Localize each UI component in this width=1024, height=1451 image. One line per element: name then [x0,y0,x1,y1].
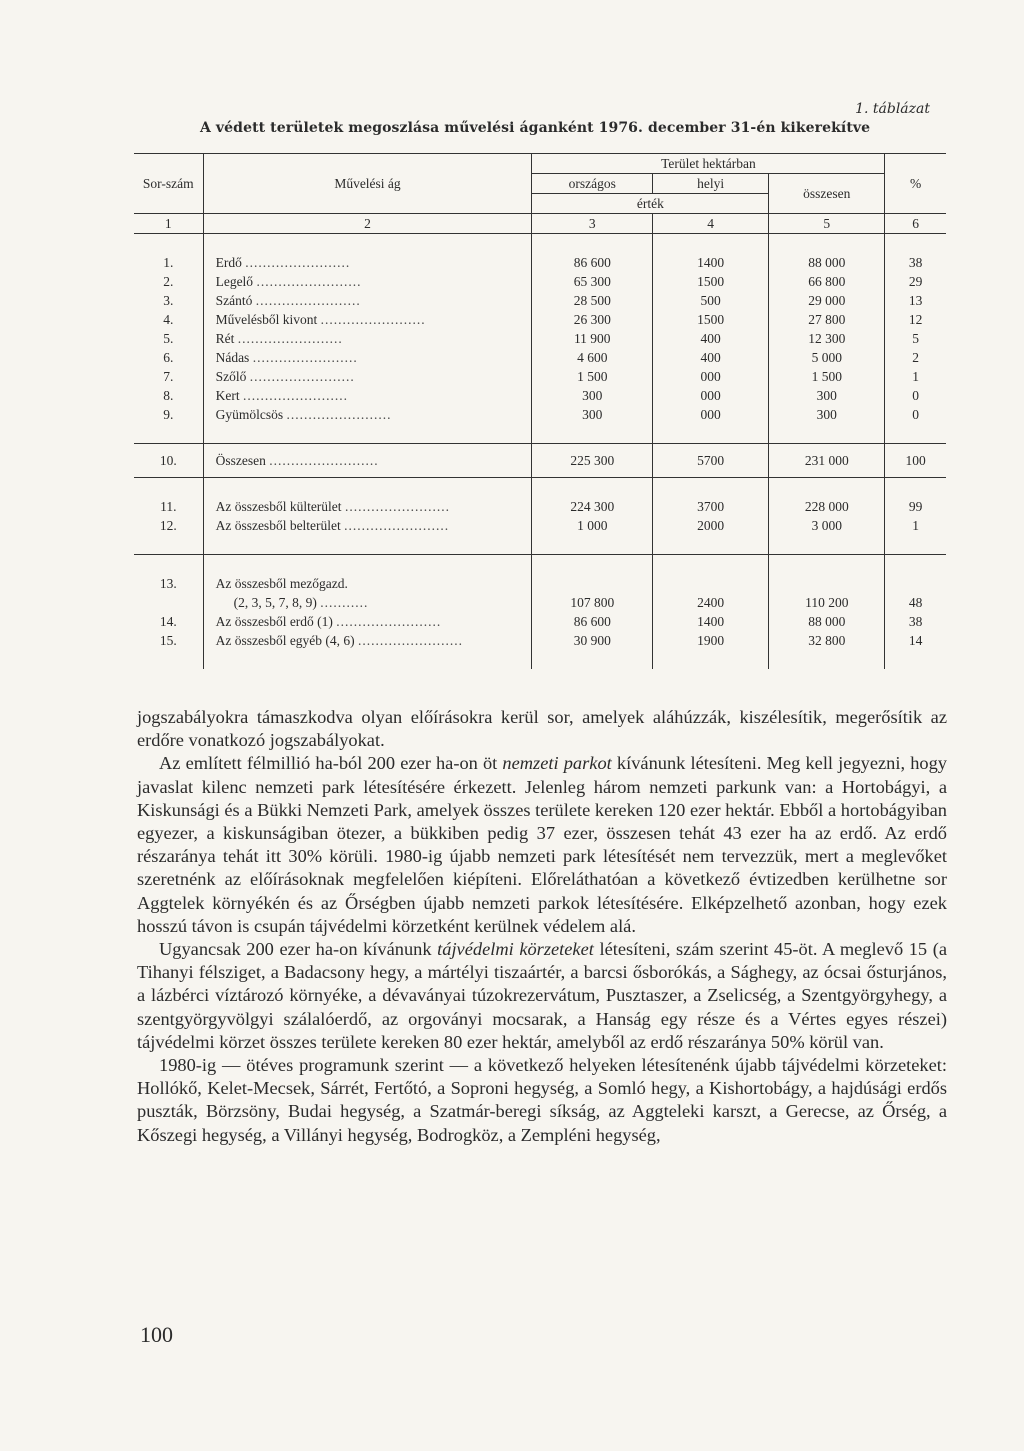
paragraph: 1980-ig — ötéves programunk szerint — a következő helyeken létesítenénk újabb tájvédelmi körzeteket: Hollókő, Kelet-Mecsek, Sárrét, Fertőtó, a Soproni hegység, a Somló hegy, a Kishortobágy, a hajdúsági erdős puszták, Börzsöny, Budai hegység, a Szatmár-beregi síkság, az Aggteleki karszt, a Gerecse, az Őrség, a Kőszegi hegység, a Villányi hegység, Bodrogköz, a Zempléni hegység, [137,1055,947,1145]
cell-osszesen: 110 200 [769,593,885,612]
cell-osszesen: 27 800 [769,310,885,329]
cell-orszagos: 300 [532,386,653,405]
cell-percent: 2 [885,348,946,367]
cell-orszagos: 65 300 [532,272,653,291]
table-row [134,272,946,291]
col-number: 5 [769,214,885,234]
table-row [134,253,946,272]
header-terulet: Terület hektárban [532,154,885,174]
paragraph: Az említett félmillió ha-ból 200 ezer ha-on öt nemzeti parkot kívánunk létesíteni. Meg kell jegyezni, hogy javaslat kilenc nemzeti park létesítésére érkezett. Jelenleg három nemzeti parkunk van: a Hortobágyi, a Kiskunsági és a Bükki Nemzeti Park, amelyek összes területe kereken 120 ezer hektár. Ebből a hortobágyiban egyezer, a kiskunságiban ötezer, a bükkiben pedig 37 ezer, összesen tehát 43 ezer ha az erdő. Az erdő részaránya tehát itt 30% körüli. 1980-ig újabb nemzeti park létesítését nem tervezzük, mert a meglevőket szeretnénk az előírásoknak megfelelően kiépíteni. Előreláthatóan a következő évtizedben kerülhetne sor Aggtelek környékén és az Őrségben újabb nemzeti parkok létesítésére. Elképzelhető azonban, hogy ezek hosszú távon is csupán tájvédelmi körzetként kerülnek védelem alá. [137,753,947,936]
cell-percent: 13 [885,291,946,310]
col-number: 2 [203,214,532,234]
total-row [134,444,946,478]
row-number: 11. [160,498,177,514]
row-number: 10. [159,452,177,468]
table-row [134,348,946,367]
cell-percent: 1 [885,367,946,386]
row-name: Rét ........................ [203,329,532,348]
row-number: 15. [159,632,177,648]
cell-osszesen: 32 800 [769,631,885,650]
row-number: 5. [163,330,174,346]
cell-orszagos: 1 500 [532,367,653,386]
row-number: 3. [163,292,174,308]
col-number: 3 [532,214,653,234]
row-name: Az összesből külterület ........................ [203,497,532,516]
row-number: 9. [163,406,174,422]
cell-percent: 99 [885,497,946,516]
cell-helyi: 1400 [653,612,769,631]
cell-helyi: 000 [653,405,769,424]
row-number: 13. [159,575,177,591]
table-row [134,310,946,329]
table-row [134,386,946,405]
row-number: 6. [163,349,174,365]
cell-osszesen: 12 300 [769,329,885,348]
header-orszagos: országos [532,174,653,194]
cell-orszagos: 30 900 [532,631,653,650]
col-number: 4 [653,214,769,234]
header-percent: % [885,154,946,214]
cell-helyi: 1900 [653,631,769,650]
cell-percent: 38 [885,253,946,272]
row-name: Szőlő ........................ [203,367,532,386]
table-row-13a [134,574,946,593]
cell-percent: 0 [885,405,946,424]
cell-orszagos: 300 [532,405,653,424]
cell-orszagos: 224 300 [532,497,653,516]
row-number: 7. [163,368,174,384]
cell-orszagos: 225 300 [532,444,653,478]
cell-helyi: 2000 [653,516,769,535]
row-number: 12. [159,517,177,533]
col-number: 6 [885,214,946,234]
row-name: Az összesből belterület ........................ [203,516,532,535]
table-row [134,631,946,650]
row-name: Erdő ........................ [203,253,532,272]
cell-percent: 12 [885,310,946,329]
cell-percent: 5 [885,329,946,348]
cell-orszagos: 26 300 [532,310,653,329]
cell-osszesen: 1 500 [769,367,885,386]
header-osszesen: összesen [769,174,885,214]
table-row [134,405,946,424]
cell-helyi: 5700 [653,444,769,478]
cell-orszagos: 1 000 [532,516,653,535]
cell-osszesen: 88 000 [769,253,885,272]
cell-osszesen: 231 000 [769,444,885,478]
cell-percent: 100 [885,444,946,478]
row-number: 1. [163,254,174,270]
header-helyi: helyi [653,174,769,194]
row-name: Művelésből kivont ........................ [203,310,532,329]
header-sorszam: Sor-szám [142,175,194,191]
table-row [134,612,946,631]
table-row [134,497,946,516]
row-number: 2. [163,273,174,289]
paragraph: jogszabályokra támaszkodva olyan előírásokra kerül sor, amelyek aláhúzzák, kiszélesítik, megerősítik az erdőre vonatkozó jogszabályokat. [137,707,947,751]
cell-percent: 29 [885,272,946,291]
table-row-13b [134,593,946,612]
table-row [134,367,946,386]
cell-helyi: 2400 [653,593,769,612]
paragraph: Ugyancsak 200 ezer ha-on kívánunk tájvédelmi körzeteket létesíteni, szám szerint 45-öt. A meglevő 15 (a Tihanyi félsziget, a Badacsony hegy, a mártélyi tiszaártér, a barcsi ősborókás, a Sághegy, az ócsai ősturjános, a lázbérci víztározó környéke, a dévaványai túzokrezervátum, Pusztaszer, a Zselicség, a Szentgyörgyhegy, a szentgyörgyvölgyi szálalóerdő, az orgoványi mocsarak, a Hanság egy része és a Vértes egyes részei) tájvédelmi körzet összes területe kereken 80 ezer hektár, amelyből az erdő részaránya 50% körül van. [137,939,947,1052]
cell-osszesen: 88 000 [769,612,885,631]
row-name: Az összesből erdő (1) ........................ [203,612,532,631]
col-number: 1 [164,215,172,231]
cell-osszesen: 29 000 [769,291,885,310]
row-name: Gyümölcsös ........................ [203,405,532,424]
land-use-table [134,153,946,669]
row-name: Összesen ......................... [203,444,532,478]
cell-orszagos: 86 600 [532,612,653,631]
table-row [134,329,946,348]
cell-osszesen: 5 000 [769,348,885,367]
cell-percent: 1 [885,516,946,535]
cell-helyi: 3700 [653,497,769,516]
cell-helyi: 000 [653,386,769,405]
row-number: 14. [159,613,177,629]
cell-helyi: 000 [653,367,769,386]
group-1-rows [134,253,946,424]
cell-percent: 0 [885,386,946,405]
cell-osszesen: 300 [769,386,885,405]
table-title: A védett területek megoszlása művelési áganként 1976. december 31-én kikerekítve [200,120,871,136]
header-ertek: érték [532,194,769,214]
row-name: (2, 3, 5, 7, 8, 9) ........... [203,593,532,612]
cell-orszagos: 11 900 [532,329,653,348]
row-number: 4. [163,311,174,327]
cell-orszagos: 4 600 [532,348,653,367]
row-name: Az összesből mezőgazd. [203,574,532,593]
cell-orszagos: 86 600 [532,253,653,272]
table-row [134,516,946,535]
cell-helyi: 400 [653,348,769,367]
cell-helyi: 400 [653,329,769,348]
header-muvelesi-ag: Művelési ág [203,154,532,214]
page-number: 100 [140,1322,173,1347]
cell-osszesen: 3 000 [769,516,885,535]
cell-osszesen: 300 [769,405,885,424]
cell-percent: 48 [885,593,946,612]
cell-helyi: 1500 [653,272,769,291]
row-number: 8. [163,387,174,403]
header-row-1 [134,154,946,174]
cell-orszagos: 28 500 [532,291,653,310]
table-row [134,291,946,310]
row-name: Legelő ........................ [203,272,532,291]
cell-osszesen: 66 800 [769,272,885,291]
group-2-rows [134,497,946,535]
row-name: Nádas ........................ [203,348,532,367]
row-name: Kert ........................ [203,386,532,405]
cell-orszagos: 107 800 [532,593,653,612]
table-number: 1. táblázat [855,101,930,117]
cell-percent: 14 [885,631,946,650]
cell-helyi: 1400 [653,253,769,272]
cell-helyi: 500 [653,291,769,310]
cell-osszesen: 228 000 [769,497,885,516]
cell-helyi: 1500 [653,310,769,329]
column-number-row [134,214,946,234]
body-text [137,706,947,1147]
row-name: Az összesből egyéb (4, 6) ........................ [203,631,532,650]
row-name: Szántó ........................ [203,291,532,310]
cell-percent: 38 [885,612,946,631]
group-3-rows [134,612,946,650]
